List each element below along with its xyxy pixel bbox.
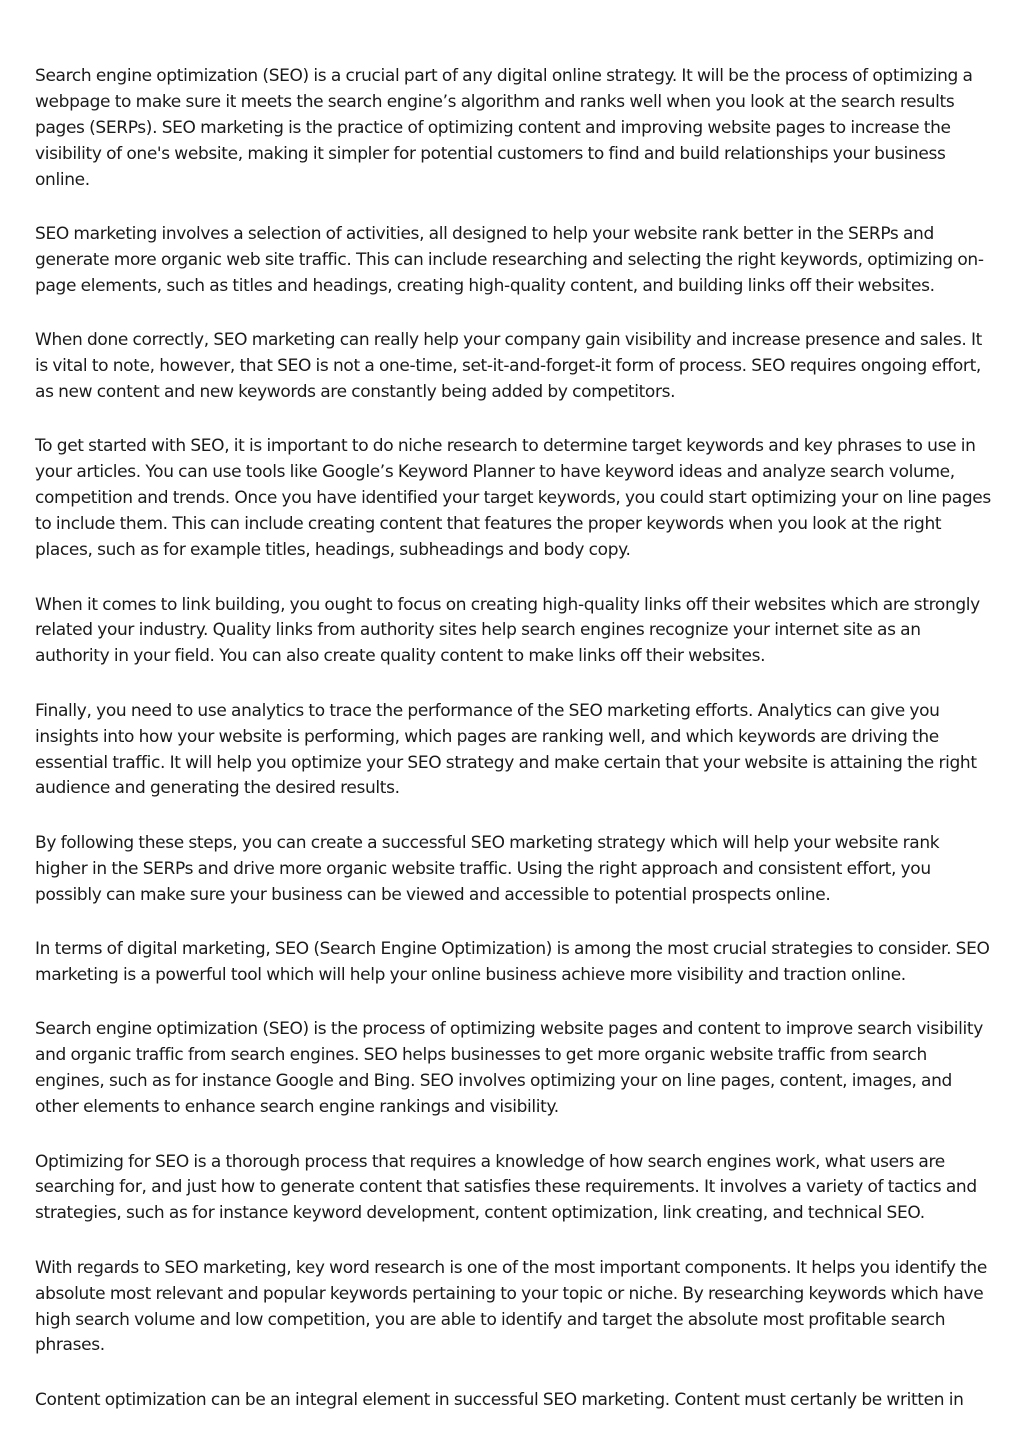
paragraph: With regards to SEO marketing, key word research is one of the most important components. It helps you identify the absolute most relevant and popular keywords pertaining to your topic or niche. By researching keywords which have high search volume and low competition, you are able to identify and target the absolute most profitable search phrases.: [35, 1257, 987, 1356]
paragraph: To get started with SEO, it is important to do niche research to determine target keywords and key phrases to use in your articles. You can use tools like Google’s Keyword Planner to have keyword ideas and analyze search volume, competition and trends. Once you have identified your target keywords, you could start optimizing your on line pages to include them. This can include creating content that features the proper keywords when you look at the right places, such as for example titles, headings, subheadings and body copy.: [35, 436, 991, 561]
paragraph: Optimizing for SEO is a thorough process that requires a knowledge of how search engines work, what users are searching for, and just how to generate content that satisfies these requirements. It involves a variety of tactics and strategies, such as for instance keyword development, content optimization, link creating, and technical SEO.: [35, 1151, 977, 1224]
paragraph: In terms of digital marketing, SEO (Search Engine Optimization) is among the most crucial strategies to consider. SEO marketing is a powerful tool which will help your online business achieve more visibility and traction online.: [35, 939, 990, 985]
paragraph: By following these steps, you can create a successful SEO marketing strategy which will help your website rank higher in the SERPs and drive more organic website traffic. Using the right approach and consistent effort, you possibly can make sure your business can be viewed and accessible to potential prospects online.: [35, 832, 940, 905]
paragraph: Finally, you need to use analytics to trace the performance of the SEO marketing efforts. Analytics can give you insights into how your website is performing, which pages are ranking well, and which keywords are driving the essential traffic. It will help you optimize your SEO strategy and make certain that your website is attaining the right audience and generating the desired results.: [35, 700, 977, 799]
paragraph: Search engine optimization (SEO) is the process of optimizing website pages and content to improve search visibility and organic traffic from search engines. SEO helps businesses to get more organic website traffic from search engines, such as for instance Google and Bing. SEO involves optimizing your on line pages, content, images, and other elements to enhance search engine rankings and visibility.: [35, 1019, 983, 1118]
paragraph: Content optimization can be an integral element in successful SEO marketing. Content must certanly be written in: [35, 1389, 964, 1410]
document-body: [35, 64, 993, 1442]
paragraph: When done correctly, SEO marketing can really help your company gain visibility and increase presence and sales. It is vital to note, however, that SEO is not a one-time, set-it-and-forget-it form of process. SEO requires ongoing effort, as new content and new keywords are constantly being added by competitors.: [35, 330, 982, 403]
paragraph: SEO marketing involves a selection of activities, all designed to help your website rank better in the SERPs and generate more organic web site traffic. This can include researching and selecting the right keywords, optimizing on-page elements, such as titles and headings, creating high-quality content, and building links off their websites.: [35, 224, 984, 296]
paragraph: When it comes to link building, you ought to focus on creating high-quality links off their websites which are strongly related your industry. Quality links from authority sites help search engines recognize your internet site as an authority in your field. You can also create quality content to make links off their websites.: [35, 594, 980, 667]
paragraph: Search engine optimization (SEO) is a crucial part of any digital online strategy. It will be the process of optimizing a webpage to make sure it meets the search engine’s algorithm and ranks well when you look at the search results pages (SERPs). SEO marketing is the practice of optimizing content and improving website pages to increase the visibility of one's website, making it simpler for potential customers to find and build relationships your business online.: [35, 66, 973, 190]
